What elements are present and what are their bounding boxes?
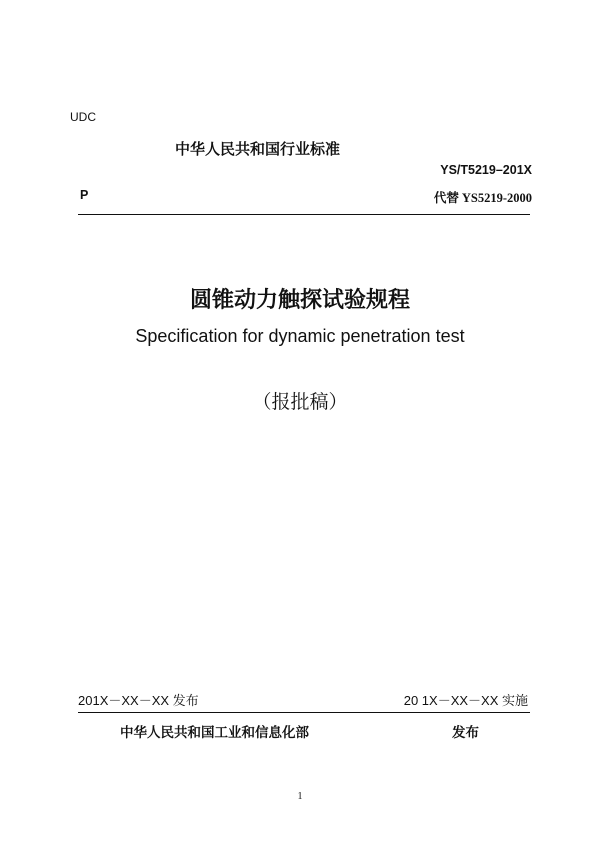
- implementation-date: 20 1X－XX－XX 实施: [403, 693, 528, 708]
- category-code: P: [80, 188, 89, 202]
- issue-date: 201X－XX－XX 发布: [78, 693, 199, 708]
- replaces-label: 代替: [433, 190, 459, 205]
- footer-divider: [78, 712, 530, 713]
- industry-standard-heading: 中华人民共和国行业标准: [175, 140, 341, 158]
- issuing-ministry: 中华人民共和国工业和信息化部: [120, 725, 309, 741]
- draft-status: （报批稿）: [252, 391, 348, 413]
- standard-code: YS/T5219–201X: [440, 163, 532, 177]
- udc-label: UDC: [70, 110, 96, 124]
- header-divider: [78, 214, 530, 215]
- replaces-line: [434, 188, 532, 206]
- replaces-code: YS5219-2000: [461, 191, 532, 205]
- document-title-zh: 圆锥动力触探试验规程: [189, 288, 410, 313]
- page-number: 1: [297, 791, 303, 802]
- document-title-en: Specification for dynamic penetration test: [135, 326, 465, 346]
- publish-label: 发布: [452, 725, 479, 741]
